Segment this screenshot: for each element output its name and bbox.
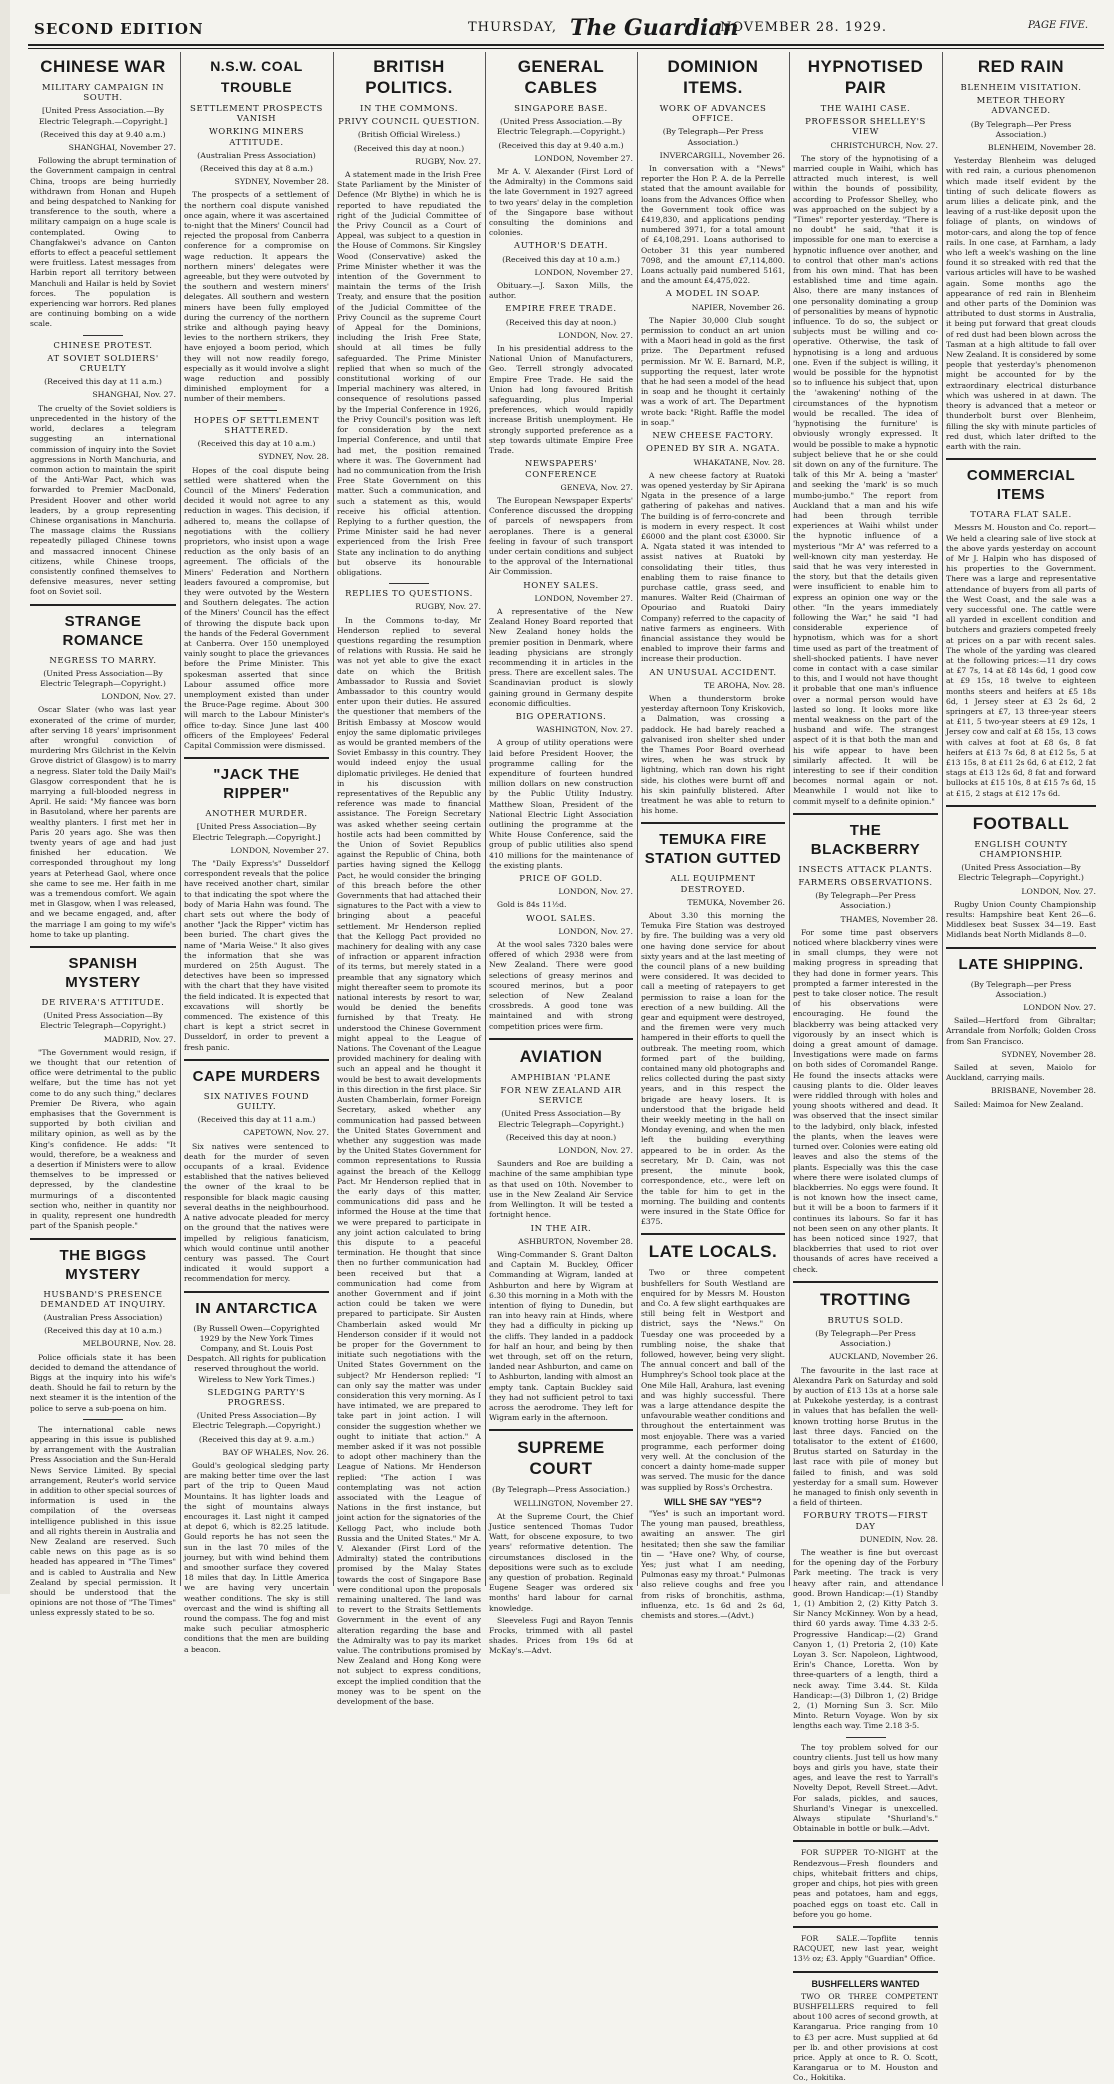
article-body: At the Supreme Court, the Chief Justice sentenced Thomas Tudor Watt, for obscene exposure, to two years' reformative detention. The circumstances disclosed in the depositions were such as to exclude any question of probation. Reginald Eugene Seager was ordered six months' hard labour for carnal knowledge. — [489, 1511, 633, 1613]
headline-coal-trouble: N.S.W. COAL TROUBLE — [210, 58, 303, 95]
received-time: (Received this day at 9.40 a.m.) — [498, 140, 624, 150]
dateline: NAPIER, November 26. — [691, 302, 785, 312]
separator — [793, 1281, 938, 1283]
article-body: In his presidential address to the National Union of Manufacturers, Geo. Terrell strongly advocated Empire Free Trade. He said the Union had long favoured British safeguarding, plus Imperial preferences, which would rapidly increase British unemployment. He strongly supported preference as a step towards ultimate Empire Free Trade. — [489, 344, 633, 456]
article-body: The favourite in the last race at Alexandra Park on Saturday and sold by auction of £13 13s at a horse sale at Pukekohe yesterday, is a contrast in values that has befallen the well-known trotting horse Brutus in the last three days. Fancied on the totalisator to the extent of £1600, Brutus started on Saturday in the last race with pile of money but failed to finish, and was sold yesterday for a small sum. However he managed to finish only seventh in a field of thirteen. — [793, 1365, 938, 1508]
article-body: Sailed at seven, Maiolo for Auckland, carrying mails. — [946, 1063, 1096, 1083]
credit: (By Telegraph—Per Press Association.) — [662, 127, 764, 147]
dateline: RUGBY, Nov. 27. — [415, 602, 481, 612]
subhead: BIG OPERATIONS. — [515, 711, 607, 722]
credit: [United Press Association—By Electric Telegraph.—Copyright.] — [192, 822, 321, 842]
article-body: For some time past observers noticed where blackberry vines were in small clumps, they were not making progress in spreading that they had done in former years. This prompted a farmer interested in the pest to take closer notice. The result of his observations were encouraging. He found the blackberry was being attacked very vigorously by an insect which is doing a great amount of damage. Investigations were made on farms on both sides of Coromandel Range. He found the insects attacks were causing plants to die. Older leaves were riddled through with holes and young shoots withered and dead. It was observed that the insect similar to the ladybird, only black, infested the plants, when the leaves were turned over. Colonies were eating old leaves and also the stems of the plants. Especially was this the case where there were isolated clumps of blackberries. No eggs were found. It is not known how the insect came, but it will be a boon to farmers if it continues its labours. So far it has not been seen on any other plants. It has been noticed since 1927, that blackberries that used to riot over thousands of acres have received a check. — [793, 927, 938, 1274]
subhead: ALL EQUIPMENT DESTROYED. — [670, 874, 756, 895]
article-body: Mr A. V. Alexander (First Lord of the Admiralty) in the Commons said the late Government in 1927 agreed to two years' delay in the completion of the Singapore base without consulting the dominions and colonies. — [489, 167, 633, 238]
column-6 — [793, 54, 938, 2083]
separator — [846, 1737, 886, 1738]
headline-red-rain: RED RAIN — [977, 57, 1065, 76]
separator — [489, 1429, 633, 1431]
received-time: (Received this day at 9. a.m.) — [198, 1434, 315, 1444]
received-time: (Received this day at 10 a.m.) — [44, 1326, 162, 1336]
issue-date: NOVEMBER 28. 1929. — [720, 20, 887, 35]
subhead: AN UNUSUAL ACCIDENT. — [649, 667, 777, 678]
dateline: WASHINGTON, Nov. 27. — [536, 725, 633, 735]
received-time: (Received this day at 11 a.m.) — [44, 377, 162, 387]
dateline: GENEVA, Nov. 27. — [560, 482, 633, 492]
headline-chinese-war: CHINESE WAR — [40, 57, 166, 76]
subhead: FARMERS OBSERVATIONS. — [798, 878, 933, 889]
subhead: INSECTS ATTACK PLANTS. — [798, 864, 933, 875]
weekday: THURSDAY, — [468, 20, 557, 35]
received-time: (Received this day at 11 a.m.) — [197, 1115, 316, 1125]
column-4 — [489, 54, 633, 1656]
headline-late-shipping: LATE SHIPPING. — [958, 955, 1084, 973]
subhead: IN THE COMMONS. — [360, 104, 458, 114]
separator — [389, 583, 429, 584]
separator — [184, 757, 329, 759]
subhead: ANOTHER MURDER. — [205, 809, 308, 820]
headline-general-cables: GENERAL CABLES — [517, 57, 605, 97]
article-body: At the wool sales 7320 bales were offered of which 2938 were from New Zealand. There were good selections of greasy merinos and scoured merinos, but a poor selection of New Zealand crossbreds. A good tone was maintained and with strong competition prices were firm. — [489, 940, 633, 1031]
dateline: LONDON, Nov. 27. — [101, 692, 176, 702]
dateline: LONDON Nov. 27. — [1023, 1003, 1096, 1013]
subhead: DE RIVERA'S ATTITUDE. — [41, 998, 165, 1009]
subhead: TOTARA FLAT SALE. — [970, 510, 1072, 521]
subhead: WORK OF ADVANCES OFFICE. — [659, 104, 767, 125]
article-body: Six natives were sentenced to death for the murder of seven occupants of a kraal. Evidence established that the natives believed the owner of the kraal to be responsible for black magic causing several deaths in the neighbourhood. A native advocate pleaded for mercy on the ground that the natives were impelled by religious fanaticism, which would continue until another century was passed. The Court indicated it would support a recommendation for mercy. — [184, 1141, 329, 1284]
advertisement-racquet: FOR SALE.—Topflite tennis RACQUET, new last year, weight 13½ oz; £3. Apply "Guardian" Office. — [793, 1933, 938, 1964]
separator — [489, 1038, 633, 1040]
article-body: The story of the hypnotising of a married couple in Waihi, which has attracted much interest, is well within the bounds of possibility, according to Professor Shelley, who was approached on the subject by a "Times" reporter yesterday. "There is no doubt" he said, "that it is impossible for one man to exercise a hypnotic influence over another, and to control that other man's actions from his own mind. That has been established time and time again. Also, there are many instances of one personality dominating a group of personalities by means of hypnotic influence. To do so, the subject or subjects must be willing and co-operative. Otherwise, the task of hypnotising is a long and arduous one. Even if the subject is willing, it would be possible for the hypnotist so to influence his subject that, upon the 'awakening' nothing of the circumstances of the hypnotism would be recalled. The idea of 'hypnotising the furniture' is obviously wrongly expressed. It would be possible to make a hypnotic subject believe that he or she could sit down on any of the furniture. The talk of this Mr A. being a 'master' and seeking the 'mark' is so much mumbo-jumbo." The report from Auckland that a man and his wife had been through terrible experiences at Waihi whilst under the hypnotic influence of a mysterious "Mr A" was referred to a well-known city man yesterday. He said that he was very interested in the story, but that the details given were insufficient to enable him to express an opinion one way or the other. "In the years immediately following the War," he said "I had considerable experience of hypnotism, which was for a short time used as part of the treatment of shell-shocked patients. I have never come in contact with a case similar to this, and I would not have thought it probable that one man's influence over a normal person would have lasted so long. It looks more like mental weakness on the part of the husband and wife. The strangest aspect of it is that both the man and his wife appear to have been similarly affected. It will be interesting to see if their condition becomes normal again or not. Meanwhile I would not like to commit myself to a definite opinion." — [793, 153, 938, 806]
headline-dominion-items: DOMINION ITEMS. — [667, 57, 759, 97]
subhead: REPLIES TO QUESTIONS. — [345, 589, 473, 600]
masthead-rule-thin — [28, 48, 1104, 49]
article-body: Police officials state it has been decided to demand the attendance of Biggs at the inquiry into his wife's death. Should he fail to return by the next steamer it is the intention of the police to serve a sub-poena on him. — [30, 1352, 176, 1413]
dateline: CHRISTCHURCH, Nov. 27. — [830, 140, 938, 150]
separator — [184, 1291, 329, 1293]
headline-aviation: AVIATION — [519, 1046, 603, 1066]
subhead: PRICE OF GOLD. — [519, 874, 603, 885]
dateline: LONDON, Nov. 27. — [558, 926, 633, 936]
dateline: INVERCARGILL, November 26. — [659, 150, 785, 160]
column-1 — [30, 54, 176, 1618]
article-body: Following the abrupt termination of the Government campaign in central China, troops are being hurriedly withdrawn from Honan and Hupeh and being despatched to Nanking for transference to the south, where a military campaign on a huge scale is contemplated. Owing to Changfakwei's advance on Canton efforts to effect a peaceful settlement were fruitless. Latest messages from Harbin report all territory between Manchuli and Hailar is held by Soviet forces. The population is experiencing war horrors. Red planes are continuing bombing on a wide scale. — [30, 156, 176, 329]
headline-cape-murders: CAPE MURDERS — [192, 1067, 321, 1085]
headline-biggs-mystery: THE BIGGS MYSTERY — [59, 1246, 147, 1283]
article-body: Gold is 84s 11½d. — [497, 900, 567, 910]
article-body: A group of utility operations were laid before President Hoover, the programme calling for the expenditure of fourteen hundred million dollars on new construction by the Public Utility Industry. Matthew Sloan, President of the National Electric Light Association outlining the programme at the White House Conference, said the group of public utilities also spend 410 millions for the maintenance of the existing plants. — [489, 738, 633, 870]
column-rule — [942, 52, 943, 1586]
dateline: BRISBANE, November 28. — [991, 1086, 1096, 1096]
article-body: The "Daily Express's" Dusseldorf correspondent reveals that the police have received another chart, similar to that indicating the spot where the body of Maria Hahn was found. The chart sets out where the body of another "Jack the Ripper" victim has been buried. The chart gives the name of "Maria Weise." It also gives the information that she was murdered on 25th August. The detectives have been so impressed with the chart that they have visited the field indicated. It is expected that excavations will shortly be commenced. The existence of this chart is kept a strict secret in Dusseldorf, in order to prevent a fresh panic. — [184, 859, 329, 1052]
article-body: A statement made in the Irish Free State Parliament by the Minister of Defence (Mr Blythe) in which he is reported to have repudiated the right of the Judicial Committee of the Privy Council as a Court of Appeal, was subject to a question in the House of Commons. Sir Kingsley Wood (Conservative) asked the Prime Minister whether it was the intention of the Government to maintain the terms of the Irish Treaty, and ensure that the position of the Judicial Committee of the Privy Council as the supreme Court of Appeal for the Dominions, including the Irish Free State, should at all times be fully safeguarded. The Prime Minister replied that when so much of the constitutional working of our Imperial machinery was altered, in consequence of resolutions passed by the Imperial Conference in 1926, the Privy Council's position was left for consideration by the next Imperial Conference, and until that had met, the position remained where it was. The Government had had no communication from the Irish Free State Government on this matter. Such a communication, and such a statement as this, would receive his official attention. Replying to a further question, the Prime Minister said he had never experienced from the Irish Free State any inclination to do anything but observe its honourable obligations. — [337, 170, 481, 577]
dateline: WELLINGTON, November 27. — [513, 1498, 633, 1508]
article-body: "The Government would resign, if we thought that our retention of office were detrimental to the public welfare, but the time has not yet come to do any such thing," declares Premier De Rivera, who again emphasises that the Government is supported by both civilian and military opinion, as well as by the King's confidence. He adds: "It would, therefore, be a weakness and a desertion if Ministers were to allow themselves to be impressed or depressed, by the clandestine murmurings of a discontented section who, neither in quantity nor in quality, represent one hundredth part of the Spanish people." — [30, 1047, 176, 1231]
dateline: RUGBY, Nov. 27. — [415, 156, 481, 166]
advertisement-supper: FOR SUPPER TO-NIGHT at the Rendezvous—Fresh flounders and chips, whitebait fritters and chips, groper and chips, hot pies with green peas and potatoes, ham and eggs, poached eggs on toast etc. Call in before you go home. — [793, 1848, 938, 1919]
subhead: CHINESE PROTEST. — [53, 340, 153, 351]
headline-temuka-fire: TEMUKA FIRE STATION GUTTED — [644, 831, 782, 868]
subhead: NEWSPAPERS' CONFERENCE — [524, 459, 598, 480]
separator — [793, 1926, 938, 1928]
dateline: LONDON, November 27. — [534, 267, 633, 277]
headline-late-locals: LATE LOCALS. — [648, 1242, 778, 1262]
separator — [83, 1419, 123, 1420]
separator — [641, 1233, 785, 1235]
article-body: Rugby Union County Championship results: Hampshire beat Kent 26—6. Middlesex beat Sussex 34—19. East Midlands beat North Midlands 8—0. — [946, 899, 1096, 940]
headline-spanish-mystery: SPANISH MYSTERY — [65, 955, 141, 992]
credit: (British Official Wireless.) — [357, 130, 461, 140]
dateline: CAPETOWN, Nov. 27. — [243, 1128, 329, 1138]
subhead: HONEY SALES. — [523, 580, 599, 591]
dateline: SHANGHAI, Nov. 27. — [92, 390, 176, 400]
received-time: (Received this day at 9.40 a.m.) — [40, 129, 166, 139]
column-rule — [789, 52, 790, 1586]
separator — [641, 822, 785, 824]
dateline: LONDON, November 27. — [534, 153, 633, 163]
subhead: PROFESSOR SHELLEY'S VIEW — [805, 117, 926, 138]
received-time: (Received this day at 10 a.m.) — [502, 254, 620, 264]
dateline: TE AROHA, Nov. 28. — [703, 680, 785, 690]
separator — [793, 1840, 938, 1842]
received-time: (Received this day at noon.) — [505, 1132, 617, 1142]
dateline: SYDNEY, November 28. — [234, 177, 329, 187]
article-body: Hopes of the coal dispute being settled were shattered when the Council of the Miners' Federation decided it would not agree to any reduction in wages. This decision, if adhered to, means the collapse of negotiations with the colliery proprietors, who insist upon a wage reduction as the only basis of an agreement. The officials of the Miners' Federation and Northern leaders favoured a compromise, but they were outvoted by the Western and Southern delegates. The action of the Miners' Council has the effect of throwing the dispute back upon the hands of the Federal Government at Canberra. Over 150 unemployed vainly sought to place the grievances before the Prime Minister. This spokesman asserted that since Labour assumed office more unemployment existed than under the Bruce-Page regime. About 300 will march to the Labour Minister's office to-day. Since June last 400 officers of the Employees' Federal Capital Commission were dismissed. — [184, 465, 329, 750]
advertisement: "Yes" is such an important word. The young man paused, breathless, awaiting an answer. The girl hesitated; then she saw the familiar tin — "Have one? Why, of course, Yes; just what I am needing, Pulmonas easy my throat." Pulmonas also relieve coughs and free you from risks of bronchitis, asthma, influenza, etc. 1s 6d and 2s 6d, chemists and stores.—(Advt.) — [641, 1508, 785, 1621]
column-5 — [641, 54, 785, 1621]
headline-supreme-court: SUPREME COURT — [517, 1438, 605, 1479]
article-body: Sailed: Maimoa for New Zealand. — [954, 1099, 1084, 1109]
article-body: Saunders and Roe are building a machine of the same amphibian type as that used on 10th. November to use in the New Zealand Air Service from Wellington. It will be tested a fortnight hence. — [489, 1159, 633, 1220]
separator — [946, 805, 1096, 807]
subhead: AUTHOR'S DEATH. — [513, 241, 609, 252]
separator — [946, 947, 1096, 949]
credit: (United Press Association—By Electric Telegraph—Copyright.) — [958, 863, 1084, 883]
credit: (United Press Association—By Electric Telegraph—Copyright.) — [40, 1011, 166, 1031]
subhead: FOR NEW ZEALAND AIR SERVICE — [500, 1086, 622, 1107]
subhead: OPENED BY SIR A. NGATA. — [645, 444, 781, 455]
advertisement-title: WILL SHE SAY "YES"? — [664, 1496, 762, 1507]
subhead: SLEDGING PARTY'S PROGRESS. — [207, 1387, 306, 1408]
separator — [237, 410, 277, 411]
headline-blackberry: THE BLACKBERRY — [810, 821, 921, 858]
headline-hypnotised-pair: HYPNOTISED PAIR — [807, 57, 924, 97]
credit: (By Telegraph—Per Press Association.) — [970, 119, 1072, 139]
article-body: The prospects of a settlement of the northern coal dispute vanished once again, where it was ascertained to-night that the Miners' Council had rejected the proposal from Canberra conference for a compromise on wage reduction. It appears the northern miners' delegates were agreeable, but they were outvoted by the southern and western miners' delegates. All southern and western miners have been fully employed during the currency of the northern strike and although paying heavy levies to the northern strikers, they have enjoyed a boom period, which they will not now readily forego, especially as it would involve a slight wage reduction and possibly diminished employment for a number of their members. — [184, 190, 329, 404]
article-body: When a thunderstorm broke yesterday afternoon Tony Kriskovich, a Dalmation, was crossing a paddock. He had barely reached a galvanised iron shelter shed under the Thames Poor Board overhead wires, when he was struck by lightning, which ran down his right side, his clothes were burnt off and his skin painfully blistered. After treatment he was able to return to his home. — [641, 693, 785, 816]
dateline: BLENHEIM, November 28. — [987, 143, 1096, 153]
dateline: THAMES, November 28. — [840, 914, 938, 924]
copyright-note: The international cable news appearing in this issue is published by arrangement with the Australian Press Association and the Sun-Herald News Service Limited. By special arrangement, Reuter's world service in addition to other special sources of information is used in the compilation of the overseas intelligence published in this issue and all rights therein in Australia and New Zealand are reserved. Such cable news on this page as is so headed has appeared in "The Times" and is cabled to Australia and New Zealand by special permission. It should be understood that the opinions are not those of "The Times" unless expressly stated to be so. — [30, 1424, 176, 1618]
credit: (United Press Association—By Electric Telegraph.—Copyright.) — [192, 1411, 321, 1431]
subhead: SINGAPORE BASE. — [514, 104, 608, 114]
credit: (United Press Association—By Electric Telegraph—Copyright.) — [40, 668, 166, 688]
subhead: NEW CHEESE FACTORY. — [652, 431, 774, 442]
headline-jack-the-ripper: "JACK THE RIPPER" — [213, 766, 300, 803]
column-rule — [180, 52, 181, 1586]
page-edge — [0, 0, 10, 1594]
advertisement-bushfellers: TWO OR THREE COMPETENT BUSHFELLERS required to fell about 100 acres of second growth, at Karangarua. Price ranging from 10 to £3 per acre. Must supplied at 6d per lb. and other provisions at cost price. Apply at once to R. O. Scott, Karangarua or to M. Houston and Co., Hokitika. — [793, 1991, 938, 2083]
subhead: WOOL SALES. — [526, 913, 596, 924]
column-2 — [184, 54, 329, 1654]
subhead: FORBURY TROTS—FIRST DAY — [803, 1511, 928, 1532]
dateline: LONDON, November 27. — [230, 845, 329, 855]
article-body: The weather is fine but overcast for the opening day of the Forbury Park meeting. The track is very heavy after rain, and attendance good. Brown Handicap:—(1) Standby 1, (1) Ambition 2, (2) Kitty Patch 3. Sir Nancy McKinney. Won by a head, third 60 yards away. Time 4.33 2-5. Progressive Handicap:—(2) Grand Canyon 1, (1) Pretoria 2, (10) Kate Loyan 3. Scr. Napoleon, Lightwood, Erin's Chance, Loretta. Won by three-quarters of a length, third a neck away. Time 3.44. St. Kilda Handicap:—(3) Dilbron 1, (2) Bridge 2, (1) Morning Sun 3. Scr. Milo Minto. Return Voyage. Won by six lengths each way. Time 2.18 3-5. — [793, 1548, 938, 1731]
credit: (By Telegraph—Per Press Association.) — [815, 891, 916, 911]
subhead: BRUTUS SOLD. — [827, 1315, 904, 1326]
credit: (Australian Press Association) — [197, 150, 316, 160]
dateline: LONDON, Nov. 27. — [558, 887, 633, 897]
masthead — [0, 0, 1114, 44]
dateline: SHANGHAI, November 27. — [68, 143, 176, 153]
dateline: MADRID, Nov. 27. — [103, 1034, 176, 1044]
dateline: DUNEDIN, Nov. 28. — [859, 1534, 938, 1544]
article-body: The European Newspaper Experts' Conference discussed the dropping of parcels of newspapers from aeroplanes. There is a general feeling in favour of such transport under certain conditions and subject to the approval of the International Air Commission. — [489, 495, 633, 577]
article-body: The cruelty of the Soviet soldiers is unprecedented in the history of the world, declares a telegram suggesting an international commission of inquiry into the Soviet aggressions in North Manchuria, and common action to maintain the spirit of the Anti-War Pact, which was forwarded to Premier MacDonald, President Hoover and other world leaders, by a group representing Chinese organisations in Manchuria. The massage claims the Russians repeatedly pillaged Chinese towns and massacred innocent Chinese citizens, while Chinese troops, consistently confined themselves to defensive measures, never setting foot on Soviet soil. — [30, 403, 176, 597]
subhead: AT SOVIET SOLDIERS' CRUELTY — [47, 353, 159, 375]
page-number: PAGE FIVE. — [1028, 20, 1089, 31]
subhead: WORKING MINERS ATTITUDE. — [208, 127, 305, 148]
separator — [30, 1238, 176, 1240]
headline-antarctica: IN ANTARCTICA — [195, 1299, 318, 1317]
credit: (By Russell Owen—Copyrighted 1929 by the New York Times Company, and St. Louis Post Despatch. All rights for publication reserved throughout the world. Wireless to New York Times.) — [186, 1323, 327, 1384]
subhead: THE WAIHI CASE. — [820, 104, 911, 114]
separator — [30, 946, 176, 948]
column-3 — [337, 54, 481, 1707]
newspaper-title: The Guardian — [570, 15, 739, 41]
separator — [946, 458, 1096, 460]
separator — [83, 335, 123, 336]
subhead: HOPES OF SETTLEMENT SHATTERED. — [193, 415, 320, 436]
credit: (Australian Press Association) — [43, 1312, 163, 1322]
credit: [United Press Association.—By Electric Telegraph.—Copyright.] — [38, 106, 168, 126]
advertisement: The toy problem solved for our country clients. Just tell us how many boys and girls you have, state their ages, and leave the rest to Yarrall's Novelty Depot, Revell Street.—Advt. For salads, pickles, and sauces, Shurland's Vinegar is unexcelled. Always stipulate "Shurland's." Obtainable in bottle or bulk.—Advt. — [793, 1742, 938, 1834]
column-rule — [637, 52, 638, 1586]
headline-commercial-items: COMMERCIAL ITEMS — [966, 467, 1076, 504]
headline-football: FOOTBALL — [972, 813, 1070, 833]
received-time: (Received this day at noon.) — [505, 317, 617, 327]
subhead: PRIVY COUNCIL QUESTION. — [338, 117, 480, 128]
column-rule — [333, 52, 334, 1586]
dateline: WHAKATANE, Nov. 28. — [693, 457, 785, 467]
dateline: BAY OF WHALES, Nov. 26. — [222, 1447, 329, 1457]
dateline: MELBOURNE, Nov. 28. — [82, 1339, 176, 1349]
dateline: ASHBURTON, November 28. — [518, 1236, 633, 1246]
article-body: The Napier 30,000 Club sought permission to conduct an art union with a Maori head in gold as the first prize. The Department refused permission. Mr W. E. Barnard, M.P., supporting the request, later wrote that he had seen a model of the head in soap and he thought it certainly was a work of art. The Department wrote back: "Right. Raffle the model in soap." — [641, 315, 785, 427]
article-body: In the Commons to-day, Mr Henderson replied to several questions regarding the resumption of relations with Russia. He said he was not yet able to give the exact date on which the British Ambassador to Russia and Soviet Ambassador to this country would enter upon their duties. He assured the questioner that members of the British Embassy at Moscow would enjoy the same diplomatic privileges as would be granted members of the Soviet Embassy in this country. They would indeed enjoy the usual diplomatic privileges. He denied that in his discussion with representatives of the Republic any reference was made to financial assistance. The Foreign Secretary was asked whether seeing certain hostile acts had been committed by the Union of Soviet Republics against the Republic of China, both parties having signed the Kellogg Pact, he would consider the bringing of this breach before the other Governments that had attached their signatures to the Pact with a view to bringing about a peaceful settlement. Mr Henderson replied that the Kellogg Pact provided no machinery for dealing with any case of infraction or apparent infraction of its terms, but merely stated in a preamble that any signatory which might thereafter seem to promote its national interests by resort to war, would be denied the benefits furnished by that Treaty. He understood the Chinese Government might appeal to the League of Nations. The Covenant of the League provided machinery for dealing with such an appeal and he thought it would be best to await developments in this direction in the first place. Sir Austen Chamberlain, former Foreign Secretary, asked whether any communication had passed between the United States Government and whether any suggestion was made by the United States Government for common representations to Russia against the breach of the Kellogg Pact. Mr Henderson replied that in the early days of this matter, communications did pass and he informed the House at the time that we were prepared to participate in any joint action calculated to bring this dispute to a peaceful termination. He thought that since then no further communication had been received but that a communication had come from another Government and if joint action could be taken we were prepared to participate. Sir Austen Chamberlain asked would Mr Henderson consider if it would not be proper for the Government to initiate such negotiations with the United States Government on the subject? Mr Henderson replied: "I can only say the matter was under consideration this very morning. As I have intimated, we are prepared to take part in joint action. I will consider the suggestion whether we ought to initiate that action." A member asked if it was not possible to adopt other machinery than the League of Nations. Mr Henderson replied: "The action I was contemplating was not action associated with the League of Nations in the first instance, but joint action for the signatories of the Kellogg Pact, who include both Russia and the United States." Mr A. V. Alexander (First Lord of the Admiralty) stated the contributions promised by the Malay States towards the cost of Singapore Base were conditional upon the proposals remaining unaltered. The land was to revert to the Straits Settlements Government in the event of any alteration regarding the base and the Admiralty was to pay its market value. The contributions promised by New Zealand and Hong Kong were not subject to express conditions, except the implied condition that the money was to be spent on the development of the base. — [337, 615, 481, 1707]
dateline: LONDON, Nov. 27. — [1021, 886, 1096, 896]
subhead: BLENHEIM VISITATION. — [960, 83, 1082, 93]
credit: (By Telegraph—per Press Association.) — [970, 979, 1072, 999]
article-body: Oscar Slater (who was last year exonerated of the crime of murder, after serving 18 years' imprisonment after wrongful conviction of murdering Mrs Gilchrist in the Kelvin Grove district of Glasgow) is to marry a negress. Slater told the Daily Mail's Glasgow correspondent that he is marrying a full-blooded negress in April. He said: "My fiancee was born in Basutoland, where her parents are wealthy planters. I first met her in Paris 20 years ago. She was then twenty years of age and had just finished her education. We corresponded throughout my long years at Peterhead Gaol, where once she came to see me. Her faith in me was a tremendous comfort. We again met in Glasgow, when I was released, and we became engaged, and, after the marriage I am going to my wife's home to take up planting. — [30, 705, 176, 939]
subhead: EMPIRE FREE TRADE. — [505, 304, 617, 315]
dateline: SYDNEY, Nov. 28. — [258, 452, 329, 462]
article-body: In conversation with a "News" reporter the Hon P. A. de la Perrelle stated that the amount available for loans from the Advances Office when the Government took office was £419,830, and applications pending numbered 3971, for a total amount of £4,108,291. Loans authorised to October 31 this year numbered 7098, and the amount £7,114,800. Loans actually paid numbered 5161, and the amount £4,475,022. — [641, 164, 785, 286]
dateline: LONDON, November 27. — [534, 593, 633, 603]
subhead: METEOR THEORY ADVANCED. — [976, 96, 1066, 117]
advertisement: Sleeveless Fugi and Rayon Tennis Frocks, trimmed with all pastel shades. Prices from 19s 6d at McKay's.—Advt. — [489, 1615, 633, 1656]
separator — [30, 604, 176, 606]
subhead: AMPHIBIAN 'PLANE — [510, 1072, 612, 1083]
separator — [793, 813, 938, 815]
article-body: Wing-Commander S. Grant Dalton and Captain M. Buckley, Officer Commanding at Wigram, landed at Ashburton and here by Wigram at 6.30 this morning in a Moth with the intention of flying to Dunedin, but ran into heavy rain at Hinds, where they had a difficulty in picking up the cliffs. They landed in a paddock for half an hour, and being by then wet through, set off on the return, landed near Ashburton, and came on to Ashburton, landing with almost an empty tank. Captain Buckley said they had not sufficient petrol to taxi across the aerodrome. They left for Wigram early in the afternoon. — [489, 1249, 633, 1423]
subhead: A MODEL IN SOAP. — [665, 289, 761, 300]
received-time: (Received this day at noon.) — [353, 143, 465, 153]
credit: (United Press Association.—By Electric Telegraph.—Copyright.) — [496, 117, 626, 137]
advertisement-title: BUSHFELLERS WANTED — [811, 1978, 920, 1989]
dateline: SYDNEY, November 28. — [1001, 1049, 1096, 1059]
dateline: AUCKLAND, November 26. — [829, 1352, 938, 1362]
subhead: ENGLISH COUNTY CHAMPIONSHIP. — [974, 839, 1068, 860]
headline-british-politics: BRITISH POLITICS. — [365, 57, 453, 97]
subhead: NEGRESS TO MARRY. — [49, 655, 157, 666]
masthead-rule — [28, 44, 1104, 46]
dateline: TEMUKA, November 26. — [687, 897, 785, 907]
article-body: Sailed—Hertford from Gibraltar; Arrandale from Norfolk; Golden Cross from San Francisco. — [946, 1016, 1096, 1046]
article-body: A representative of the New Zealand Honey Board reported that New Zealand honey holds the premier position in Denmark, where leading physicians are strongly recommending it in articles in the press. There are excellent sales. The Scandinavian product is slowly gaining ground in Germany despite economic difficulties. — [489, 606, 633, 708]
subhead: SIX NATIVES FOUND GUILTY. — [203, 1091, 310, 1113]
separator — [184, 1059, 329, 1061]
credit: (United Press Association—By Electric Telegraph—Copyright.) — [498, 1109, 624, 1129]
article-body: About 3.30 this morning the Temuka Fire Station was destroyed by fire. The building was a very old one having done service for about sixty years and at the last meeting of the council plans of a new building were considered. It was decided to call a meeting of ratepayers to get permission to raise a loan for the erection of a new building. All the gear and equipment were destroyed, and the firemen were very much hampered in their efforts to quell the outbreak. The meeting room, which formed part of the building, contained many old photographs and relics collected during the past sixty years, and in this respect the brigade are heavy losers. It is understood that the brigade held their weekly meeting in the hall on Monday evening, and when the men left the building everything appeared to be in order. As the secretary, Mr D. Cain, was not present, the minute book, correspondence, etc., were left on the table for him to get in the morning. The building and contents were insured in the State Office for £375. — [641, 911, 785, 1227]
column-7 — [946, 54, 1096, 1584]
credit: (By Telegraph—Press Association.) — [492, 1485, 630, 1495]
article-body: Gould's geological sledging party are making better time over the last part of the trip to Queen Maud Mountains. It has lighter loads and the sight of mountains always encourages it. Last night it camped at depot 6, which is 82.25 latitude. Gould reports he has not seen the sun in the last 70 miles of the journey, but with wind behind them and smoother surface they covered 18 miles that day. In Little America we are having very uncertain weather conditions. The sky is still overcast and the wind is shifting all round the compass. The fog and mist make such peculiar atmospheric conditions that the men are building a beacon. — [184, 1460, 329, 1654]
separator — [793, 1971, 938, 1973]
article-body: Yesterday Blenheim was deluged with red rain, a curious phenomenon which made itself evident by the tinting of such delicate flowers as arum lilies a delicate pink, and the leaving of a rust-like deposit upon the foliage of plants, on windows of motor-cars, and along the top of fence rails. In one case, at Farnham, a lady who left a week's washing on the line found it so streaked with red that the various articles will have to be washed again. Some months ago the appearance of red rain in Blenheim and other parts of the Dominion was attributed to dust storms in Australia, it being put forward that great clouds of red dust had been blown across the Tasman at a high altitude to fall over New Zealand. It is considered by some people that yesterday's phenomenon might be accounted for by the extraordinary electrical disturbance which was ushered in at dawn. The theory is advanced that a meteor or thunderbolt burst over Blenheim, filling the sky with minute particles of red dust, which later drifted to the earth with the rain. — [946, 156, 1096, 451]
credit: (By Telegraph—Per Press Association.) — [815, 1328, 916, 1349]
received-time: (Received this day at 10 a.m.) — [197, 439, 316, 449]
received-time: (Received this day at 8 a.m.) — [200, 164, 313, 174]
subhead: IN THE AIR. — [530, 1223, 592, 1234]
article-body: Obituary.—J. Saxon Mills, the author. — [489, 281, 633, 301]
article-body: Messrs M. Houston and Co. report—We held a clearing sale of live stock at the above yards yesterday on account of Mr J. Halpin who has disposed of his properties to the Government. There was a large and representative attendance of buyers from all parts of the West Coast, and the sale was a very successful one. The cattle were all yarded in excellent condition and butchers and graziers competed freely at prices on a par with recent sales. The whole of the yarding was cleared at the following prices:—11 dry cows at £7 7s, 14 at £8 14s 6d, 1 good cow at £9 15s, 18 twelve to eighteen months steers and heifers at £5 18s 6d, 1 Jersey steer at £3 2s 6d, 2 springers at £7, 13 three-year steers at £11, 5 two-year steers at £9 12s, 1 Jersey cow and calf at £8 15s, 13 cows with calves at foot at £8 6s, 8 fat heifers at £13 7s 6d, 8 at £12 5s, 5 at £13 15s, 8 at £11 2s 6d, 6 at £12, 2 fat stags at £13 12s 6d, 8 fat and forward bullocks at £15 10s, 8 at £15 7s 6d, 15 at £15, 2 stags at £12 17s 6d. — [946, 523, 1096, 798]
subhead: SETTLEMENT PROSPECTS VANISH — [190, 104, 323, 125]
article-body: Two or three competent bushfellers for South Westland are enquired for by Messrs M. Houston and Co. A few slight earthquakes are still being felt in Westport and district, says the "News." On Tuesday one was proceeded by a rumbling noise, the shake that followed, however, being very slight. The annual concert and ball of the Humphrey's School took place at the One Mile Hall, Arahura, last evening and was highly successful. There was a large attendance despite the unfavourable weather conditions and throughout the entertainment was most enjoyable. There was a varied programme, each performer doing very well. At the conclusion of the concert a dainty home-made supper was served. The music for the dance was supplied by Ross's Orchestra. — [641, 1268, 785, 1492]
headline-trotting: TROTTING — [820, 1289, 911, 1309]
headline-strange-romance: STRANGE ROMANCE — [62, 612, 144, 649]
article-body: A new cheese factory at Ruatoki was opened yesterday by Sir Apirana Ngata in the presence of a large gathering of pakehas and natives. The building is of ferro-concrete and is modern in every respect. It cost £6000 and the plant cost £3000. Sir A. Ngata stated it was intended to assist natives at Ruatoki by consolidating their titles, thus enabling them to raise finance to purchase cattle, grass seed, and manures. Walter Reid (Chairman of Opouriao and Ruatoki Dairy Company) referred to the capacity of native farmers as engineers. With financial assistance they would be enabled to improve their farms and increase their production. — [641, 470, 785, 664]
edition-label: SECOND EDITION — [34, 20, 204, 38]
column-rule — [485, 52, 486, 1586]
subhead: HUSBAND'S PRESENCE DEMANDED AT INQUIRY. — [40, 1289, 166, 1310]
dateline: LONDON, Nov. 27. — [558, 1146, 633, 1156]
dateline: LONDON, Nov. 27. — [558, 330, 633, 340]
subhead: MILITARY CAMPAIGN IN SOUTH. — [41, 83, 165, 104]
